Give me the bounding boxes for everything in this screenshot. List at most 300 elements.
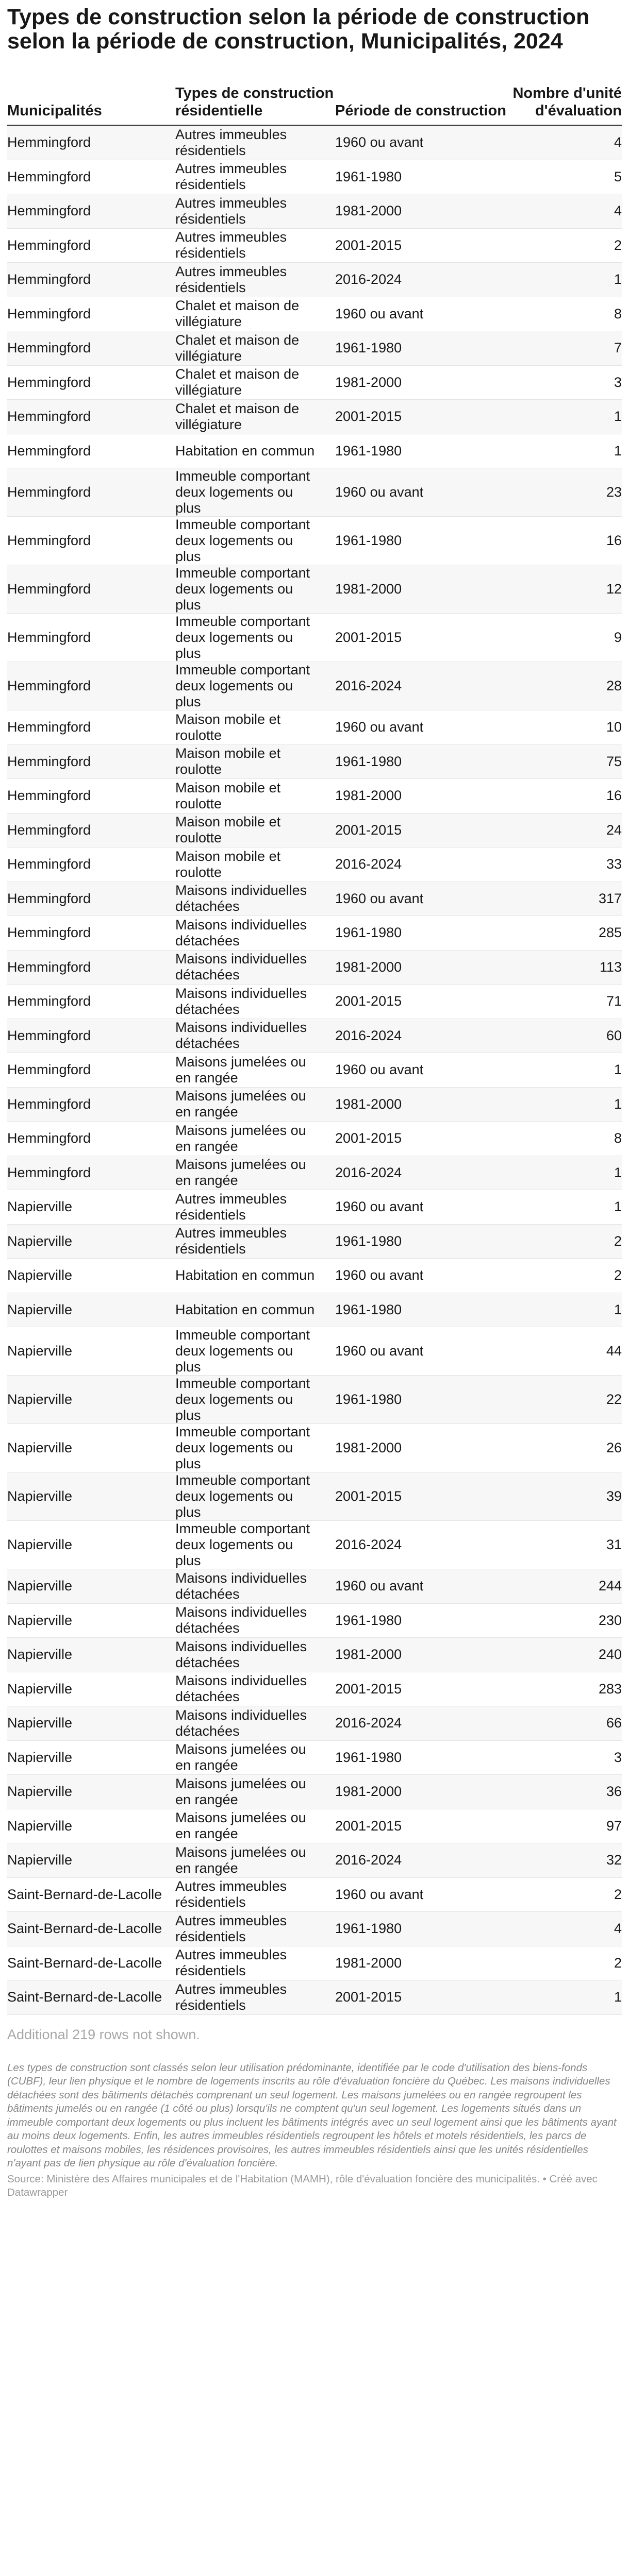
cell-periode: 2001-2015: [335, 630, 402, 645]
table-header: [7, 84, 622, 125]
cell-nombre-unites: 1: [614, 1301, 622, 1317]
table-cell: [7, 1087, 175, 1122]
table-cell: [175, 1672, 335, 1706]
table-cell: [7, 1190, 175, 1225]
cell-periode: 1961-1980: [335, 168, 402, 184]
cell-type-construction: Immeuble comportant deux logements ou plus: [175, 614, 310, 661]
cell-municipalite: Hemmingford: [7, 409, 91, 425]
cell-periode: 2016-2024: [335, 1852, 402, 1868]
cell-municipalite: Napierville: [7, 1818, 73, 1834]
cell-type-construction: Autres immeubles résidentiels: [175, 126, 287, 158]
table-row: [7, 1706, 622, 1741]
table-cell: [335, 125, 507, 160]
cell-type-construction: Autres immeubles résidentiels: [175, 263, 287, 295]
cell-nombre-unites: 113: [599, 959, 622, 975]
table-cell: [335, 848, 507, 882]
table-cell: [335, 194, 507, 229]
cell-municipalite: Napierville: [7, 1578, 73, 1594]
table-cell: [175, 1775, 335, 1809]
table-cell: [335, 1603, 507, 1638]
table-cell: [7, 744, 175, 779]
table-cell: [507, 1424, 622, 1472]
table-row: [7, 1190, 622, 1225]
table-source: Source: Ministère des Affaires municipales et de l'Habitation (MAMH), rôle d'évaluation foncière des municipalités. • Créé avec Datawrapper: [7, 2173, 598, 2198]
table-cell: [175, 1877, 335, 1912]
cell-municipalite: Hemmingford: [7, 443, 91, 459]
table-row: [7, 882, 622, 916]
table-cell: [507, 1809, 622, 1843]
cell-municipalite: Saint-Bernard-de-Lacolle: [7, 1886, 162, 1902]
cell-nombre-unites: 4: [614, 134, 622, 150]
cell-type-construction: Maisons individuelles détachées: [175, 1638, 307, 1670]
cell-municipalite: Hemmingford: [7, 822, 91, 838]
table-cell: [175, 565, 335, 614]
cell-nombre-unites: 7: [614, 340, 622, 356]
cell-type-construction: Maison mobile et roulotte: [175, 848, 281, 880]
cell-municipalite: Hemmingford: [7, 1164, 91, 1180]
cell-periode: 1981-2000: [335, 374, 402, 390]
table-row: [7, 744, 622, 779]
table-cell: [507, 400, 622, 434]
cell-municipalite: Hemmingford: [7, 993, 91, 1009]
table-row: [7, 1775, 622, 1809]
cell-periode: 2016-2024: [335, 272, 402, 287]
table-row: [7, 1843, 622, 1878]
table-cell: [7, 813, 175, 848]
table-cell: [335, 1293, 507, 1327]
cell-type-construction: Maison mobile et roulotte: [175, 779, 281, 811]
table-cell: [507, 160, 622, 194]
table-cell: [335, 1569, 507, 1604]
cell-type-construction: Maison mobile et roulotte: [175, 745, 281, 777]
cell-periode: 2001-2015: [335, 1488, 402, 1504]
table-cell: [175, 1569, 335, 1604]
cell-nombre-unites: 230: [598, 1612, 622, 1628]
table-cell: [507, 1638, 622, 1672]
table-cell: [335, 1912, 507, 1946]
table-cell: [507, 1877, 622, 1912]
table-row: [7, 1740, 622, 1775]
table-cell: [7, 1809, 175, 1843]
cell-nombre-unites: 66: [606, 1715, 622, 1731]
cell-type-construction: Immeuble comportant deux logements ou plus: [175, 1472, 310, 1520]
table-cell: [507, 882, 622, 916]
table-cell: [7, 614, 175, 662]
table-cell: [507, 1775, 622, 1809]
table-cell: [7, 297, 175, 331]
table-cell: [507, 1190, 622, 1225]
cell-municipalite: Hemmingford: [7, 753, 91, 769]
table-row: [7, 434, 622, 468]
table-cell: [507, 331, 622, 366]
cell-nombre-unites: 8: [614, 306, 622, 321]
table-row: [7, 297, 622, 331]
cell-nombre-unites: 28: [606, 678, 622, 693]
cell-municipalite: Hemmingford: [7, 959, 91, 975]
cell-periode: 2016-2024: [335, 678, 402, 693]
datawrapper-table-container: [7, 0, 622, 2200]
table-cell: [7, 985, 175, 1019]
table-cell: [507, 1603, 622, 1638]
table-cell: [7, 1672, 175, 1706]
table-row: [7, 710, 622, 745]
cell-periode: 2016-2024: [335, 1027, 402, 1043]
table-cell: [507, 985, 622, 1019]
cell-municipalite: Napierville: [7, 1647, 73, 1663]
cell-periode: 2001-2015: [335, 1681, 402, 1697]
cell-type-construction: Maisons jumelées ou en rangée: [175, 1122, 306, 1154]
table-row: [7, 779, 622, 814]
data-table: [7, 84, 622, 2015]
cell-type-construction: Immeuble comportant deux logements ou plus: [175, 468, 310, 516]
cell-nombre-unites: 3: [614, 374, 622, 390]
cell-type-construction: Maisons individuelles détachées: [175, 917, 307, 948]
table-cell: [335, 331, 507, 366]
cell-municipalite: Hemmingford: [7, 272, 91, 287]
cell-type-construction: Immeuble comportant deux logements ou plus: [175, 565, 310, 613]
table-cell: [335, 1053, 507, 1088]
cell-type-construction: Autres immeubles résidentiels: [175, 161, 287, 193]
cell-municipalite: Napierville: [7, 1440, 73, 1455]
cell-periode: 2016-2024: [335, 856, 402, 872]
cell-type-construction: Immeuble comportant deux logements ou plus: [175, 662, 310, 709]
cell-municipalite: Saint-Bernard-de-Lacolle: [7, 1955, 162, 1971]
table-cell: [7, 1376, 175, 1424]
table-cell: [507, 263, 622, 297]
table-cell: [335, 1946, 507, 1980]
table-row: [7, 228, 622, 263]
table-cell: [335, 813, 507, 848]
table-cell: [7, 882, 175, 916]
table-row: [7, 1672, 622, 1706]
table-row: [7, 263, 622, 297]
table-cell: [175, 744, 335, 779]
cell-nombre-unites: 5: [614, 168, 622, 184]
table-row: [7, 1053, 622, 1088]
table-cell: [507, 1293, 622, 1327]
table-cell: [175, 1706, 335, 1741]
table-cell: [175, 331, 335, 366]
cell-type-construction: Maison mobile et roulotte: [175, 711, 281, 743]
table-cell: [507, 1122, 622, 1156]
table-cell: [7, 1156, 175, 1190]
table-cell: [7, 331, 175, 366]
table-row: [7, 813, 622, 848]
table-row: [7, 1224, 622, 1259]
cell-nombre-unites: 1: [614, 1164, 622, 1180]
cell-periode: 1981-2000: [335, 1784, 402, 1800]
table-cell: [335, 1877, 507, 1912]
table-cell: [507, 1327, 622, 1376]
table-cell: [7, 1946, 175, 1980]
table-cell: [7, 1122, 175, 1156]
column-header-municipalites[interactable]: Municipalités: [7, 84, 175, 125]
cell-nombre-unites: 4: [614, 203, 622, 219]
cell-periode: 2001-2015: [335, 1130, 402, 1146]
table-cell: [7, 434, 175, 468]
table-cell: [335, 1740, 507, 1775]
cell-type-construction: Maison mobile et roulotte: [175, 814, 281, 846]
cell-type-construction: Immeuble comportant deux logements ou plus: [175, 1327, 310, 1375]
table-row: [7, 194, 622, 229]
cell-periode: 1981-2000: [335, 1647, 402, 1663]
table-cell: [335, 1190, 507, 1225]
cell-municipalite: Hemmingford: [7, 533, 91, 548]
table-cell: [7, 1912, 175, 1946]
table-cell: [507, 1569, 622, 1604]
column-header-types-construction[interactable]: Types de construction résidentielle: [175, 84, 335, 125]
cell-type-construction: Autres immeubles résidentiels: [175, 1878, 287, 1910]
cell-periode: 1981-2000: [335, 581, 402, 597]
table-cell: [507, 779, 622, 814]
cell-periode: 1981-2000: [335, 1955, 402, 1971]
table-cell: [335, 468, 507, 517]
cell-type-construction: Immeuble comportant deux logements ou plus: [175, 1424, 310, 1471]
table-cell: [507, 916, 622, 951]
cell-periode: 1981-2000: [335, 203, 402, 219]
table-cell: [507, 1053, 622, 1088]
table-cell: [175, 1293, 335, 1327]
table-cell: [7, 848, 175, 882]
table-cell: [175, 813, 335, 848]
cell-periode: 1961-1980: [335, 1233, 402, 1249]
column-header-nombre-unites[interactable]: Nombre d'unité d'évaluation: [507, 84, 622, 125]
table-cell: [507, 662, 622, 710]
table-cell: [175, 779, 335, 814]
cell-municipalite: Napierville: [7, 1537, 73, 1552]
table-cell: [335, 400, 507, 434]
table-cell: [507, 1087, 622, 1122]
table-cell: [507, 1472, 622, 1521]
cell-periode: 2001-2015: [335, 822, 402, 838]
cell-municipalite: Hemmingford: [7, 134, 91, 150]
table-cell: [7, 1521, 175, 1569]
table-cell: [335, 1809, 507, 1843]
cell-municipalite: Napierville: [7, 1784, 73, 1800]
table-cell: [175, 1327, 335, 1376]
cell-type-construction: Habitation en commun: [175, 443, 315, 459]
table-cell: [335, 950, 507, 985]
table-cell: [7, 1259, 175, 1293]
table-row: [7, 985, 622, 1019]
table-row: [7, 1877, 622, 1912]
cell-periode: 1960 ou avant: [335, 1267, 424, 1283]
table-row: [7, 1376, 622, 1424]
table-cell: [507, 1672, 622, 1706]
table-row: [7, 1638, 622, 1672]
table-cell: [7, 662, 175, 710]
cell-periode: 1961-1980: [335, 1749, 402, 1765]
table-cell: [175, 1156, 335, 1190]
table-cell: [7, 1843, 175, 1878]
cell-nombre-unites: 2: [614, 1886, 622, 1902]
table-cell: [7, 1980, 175, 2015]
cell-nombre-unites: 244: [598, 1578, 622, 1594]
table-cell: [7, 263, 175, 297]
table-cell: [335, 1259, 507, 1293]
table-cell: [507, 468, 622, 517]
table-cell: [175, 1638, 335, 1672]
cell-periode: 1981-2000: [335, 1440, 402, 1455]
cell-nombre-unites: 283: [598, 1681, 622, 1697]
cell-municipalite: Hemmingford: [7, 1062, 91, 1078]
cell-municipalite: Hemmingford: [7, 1130, 91, 1146]
cell-type-construction: Immeuble comportant deux logements ou plus: [175, 517, 310, 564]
cell-periode: 1960 ou avant: [335, 484, 424, 500]
cell-nombre-unites: 44: [606, 1343, 622, 1359]
cell-municipalite: Napierville: [7, 1612, 73, 1628]
table-cell: [175, 434, 335, 468]
table-cell: [7, 1053, 175, 1088]
cell-type-construction: Chalet et maison de villégiature: [175, 332, 300, 364]
cell-type-construction: Habitation en commun: [175, 1301, 315, 1317]
table-cell: [175, 950, 335, 985]
cell-periode: 1981-2000: [335, 1096, 402, 1112]
table-cell: [175, 662, 335, 710]
table-cell: [507, 1259, 622, 1293]
table-cell: [7, 1638, 175, 1672]
cell-periode: 1960 ou avant: [335, 1886, 424, 1902]
table-cell: [7, 1775, 175, 1809]
cell-periode: 1981-2000: [335, 788, 402, 804]
table-cell: [335, 1521, 507, 1569]
table-row: [7, 662, 622, 710]
cell-type-construction: Maisons individuelles détachées: [175, 1020, 307, 1052]
table-cell: [175, 365, 335, 400]
table-cell: [175, 1019, 335, 1053]
cell-nombre-unites: 23: [606, 484, 622, 500]
table-cell: [7, 125, 175, 160]
table-cell: [175, 882, 335, 916]
cell-type-construction: Maisons individuelles détachées: [175, 1604, 307, 1636]
table-cell: [507, 1706, 622, 1741]
table-cell: [7, 1472, 175, 1521]
cell-periode: 1960 ou avant: [335, 1062, 424, 1078]
table-row: [7, 614, 622, 662]
table-cell: [175, 710, 335, 745]
table-cell: [7, 779, 175, 814]
table-row: [7, 1521, 622, 1569]
cell-nombre-unites: 1: [614, 1096, 622, 1112]
table-cell: [335, 1156, 507, 1190]
table-cell: [7, 950, 175, 985]
table-cell: [507, 1843, 622, 1878]
table-notes: Les types de construction sont classés selon leur utilisation prédominante, identifiée par le code d'utilisation des biens-fonds (CUBF), leur lien physique et le nombre de logements inscrits au rôle d'évaluation foncière du Québec. Les maisons individuelles détachées sont des bâtiments détachés comprenant un seul logement. Les maisons jumelées ou en rangée regroupent les bâtiments jumelés ou en rangée (1 côté ou plus) lorsqu'ils ne comptent qu'un seul logement. Les logements situés dans un immeuble comportant deux logements ou plus incluent les bâtiments intégrés avec un seul logement ainsi que les bâtiments ayant au moins deux logements. Enfin, les autres immeubles résidentiels regroupent les hôtels et motels résidentiels, les parcs de roulottes et maisons mobiles, les résidences provisoires, les autres immeubles résidentiels ainsi que les unités résidentielles n'ayant pas de lien physique au rôle d'évaluation foncière.: [7, 2061, 617, 2169]
cell-nombre-unites: 36: [606, 1784, 622, 1800]
cell-municipalite: Hemmingford: [7, 719, 91, 735]
table-cell: [7, 565, 175, 614]
table-row: [7, 1259, 622, 1293]
cell-periode: 2016-2024: [335, 1715, 402, 1731]
cell-municipalite: Hemmingford: [7, 581, 91, 597]
table-cell: [175, 125, 335, 160]
table-cell: [175, 160, 335, 194]
table-cell: [175, 1376, 335, 1424]
table-cell: [7, 468, 175, 517]
cell-nombre-unites: 39: [606, 1488, 622, 1504]
table-cell: [175, 1980, 335, 2015]
table-cell: [335, 1019, 507, 1053]
cell-nombre-unites: 12: [606, 581, 622, 597]
table-cell: [175, 1424, 335, 1472]
cell-nombre-unites: 1: [614, 272, 622, 287]
cell-nombre-unites: 24: [606, 822, 622, 838]
table-cell: [175, 1087, 335, 1122]
table-cell: [507, 365, 622, 400]
cell-municipalite: Hemmingford: [7, 1027, 91, 1043]
cell-periode: 1960 ou avant: [335, 134, 424, 150]
cell-municipalite: Saint-Bernard-de-Lacolle: [7, 1989, 162, 2005]
column-header-periode-construction[interactable]: Période de construction: [335, 84, 507, 125]
cell-type-construction: Autres immeubles résidentiels: [175, 1981, 287, 2013]
cell-periode: 1961-1980: [335, 1921, 402, 1937]
table-cell: [335, 614, 507, 662]
table-cell: [7, 1019, 175, 1053]
table-cell: [175, 1259, 335, 1293]
table-cell: [7, 517, 175, 565]
table-cell: [7, 710, 175, 745]
cell-type-construction: Autres immeubles résidentiels: [175, 1225, 287, 1257]
cell-type-construction: Autres immeubles résidentiels: [175, 1947, 287, 1979]
cell-nombre-unites: 4: [614, 1921, 622, 1937]
cell-type-construction: Maisons individuelles détachées: [175, 1673, 307, 1705]
table-cell: [335, 1706, 507, 1741]
cell-municipalite: Hemmingford: [7, 306, 91, 321]
table-cell: [175, 1521, 335, 1569]
cell-municipalite: Hemmingford: [7, 168, 91, 184]
table-cell: [335, 1672, 507, 1706]
table-cell: [7, 400, 175, 434]
table-cell: [335, 365, 507, 400]
table-row: [7, 1980, 622, 2015]
cell-municipalite: Hemmingford: [7, 1096, 91, 1112]
cell-nombre-unites: 1: [614, 1199, 622, 1215]
table-cell: [335, 517, 507, 565]
cell-nombre-unites: 75: [606, 753, 622, 769]
table-cell: [507, 1019, 622, 1053]
table-cell: [335, 985, 507, 1019]
table-cell: [175, 1843, 335, 1878]
cell-periode: 1961-1980: [335, 533, 402, 548]
header-row: [7, 84, 622, 125]
cell-type-construction: Maisons jumelées ou en rangée: [175, 1741, 306, 1773]
cell-periode: 1960 ou avant: [335, 719, 424, 735]
cell-type-construction: Maisons jumelées ou en rangée: [175, 1054, 306, 1086]
table-row: [7, 565, 622, 614]
table-body: [7, 125, 622, 2014]
cell-nombre-unites: 1: [614, 409, 622, 425]
table-cell: [507, 194, 622, 229]
cell-type-construction: Maisons individuelles détachées: [175, 1707, 307, 1739]
cell-nombre-unites: 97: [606, 1818, 622, 1834]
table-cell: [335, 1775, 507, 1809]
table-cell: [507, 1376, 622, 1424]
cell-nombre-unites: 2: [614, 1267, 622, 1283]
cell-periode: 1961-1980: [335, 753, 402, 769]
table-cell: [7, 1877, 175, 1912]
table-cell: [335, 228, 507, 263]
cell-municipalite: Napierville: [7, 1681, 73, 1697]
table-cell: [335, 263, 507, 297]
table-cell: [7, 916, 175, 951]
table-row: [7, 1472, 622, 1521]
cell-nombre-unites: 2: [614, 1233, 622, 1249]
cell-type-construction: Habitation en commun: [175, 1267, 315, 1283]
cell-municipalite: Hemmingford: [7, 788, 91, 804]
table-cell: [335, 662, 507, 710]
cell-periode: 1961-1980: [335, 1301, 402, 1317]
table-cell: [507, 614, 622, 662]
